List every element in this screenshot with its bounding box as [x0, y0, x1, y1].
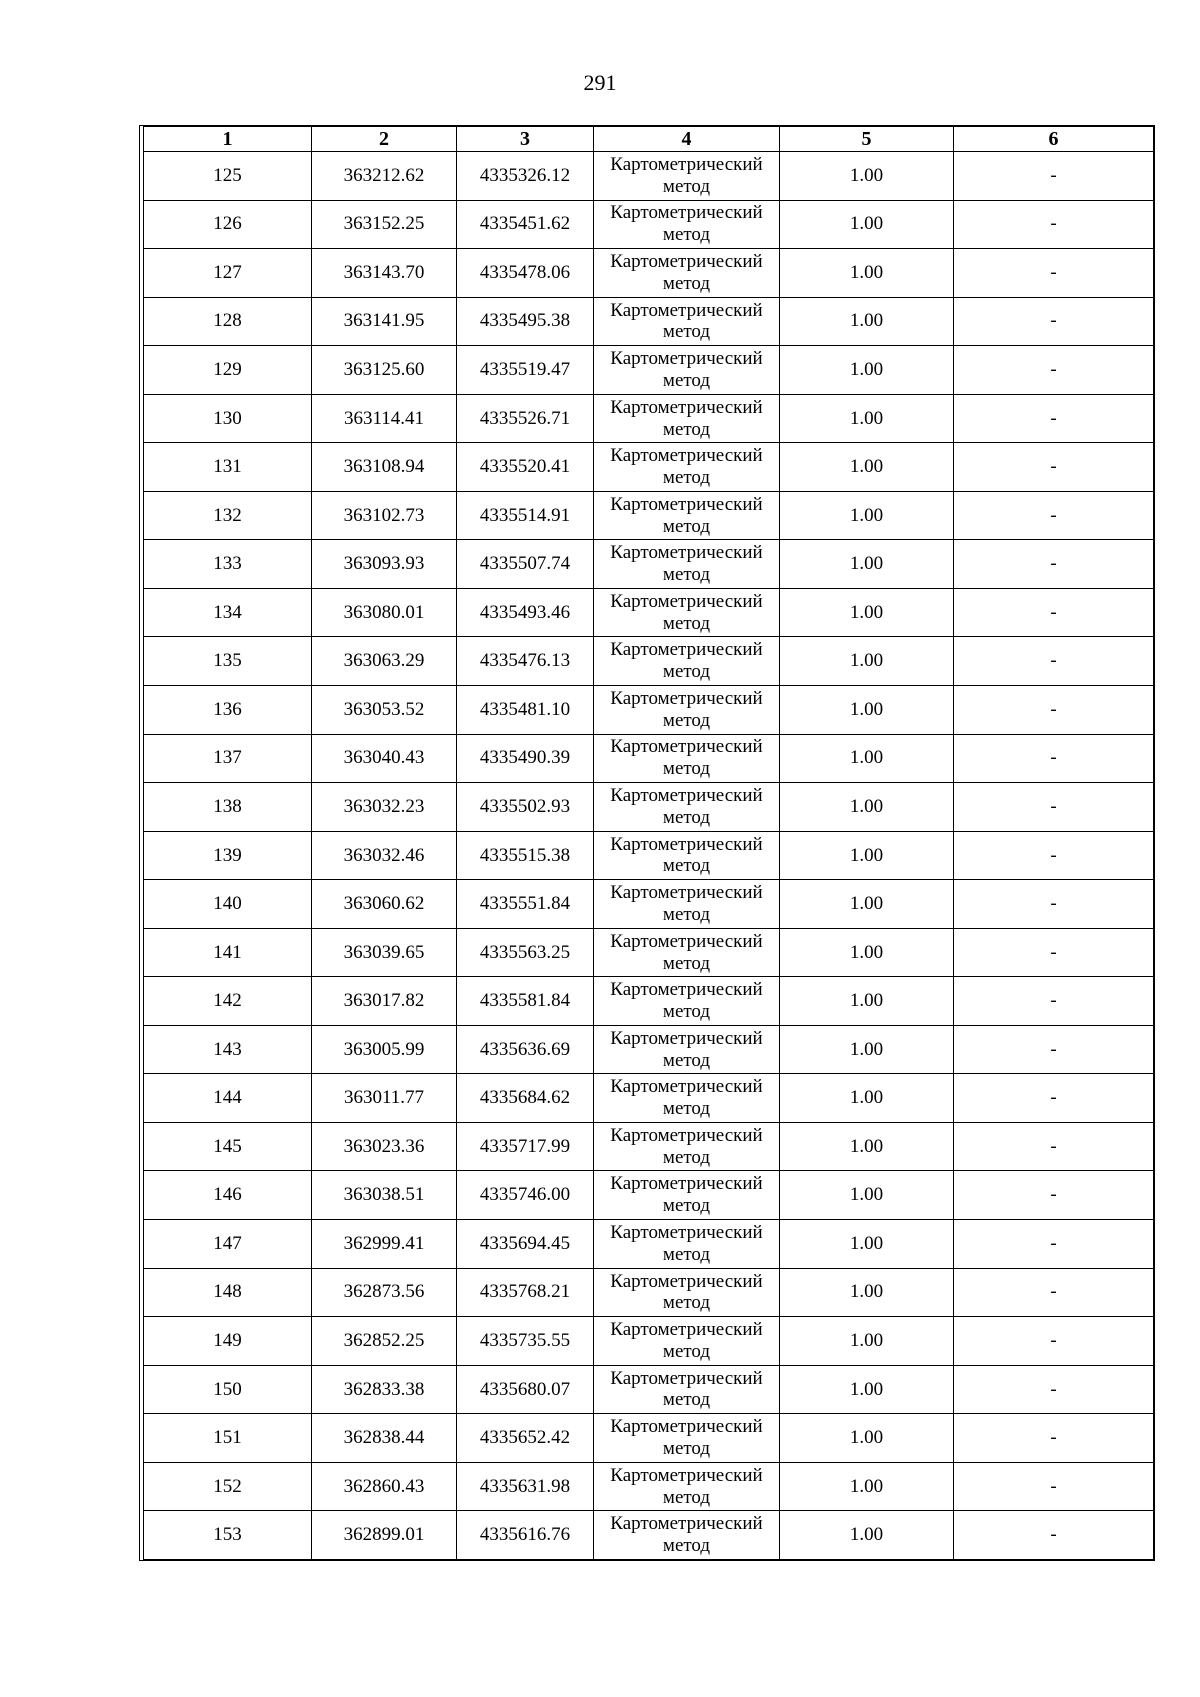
point-number-cell: 135 [144, 637, 312, 686]
point-number-cell: 130 [144, 394, 312, 443]
note-cell: - [954, 152, 1154, 201]
coordinates-table [143, 126, 1154, 1560]
method-cell: Картометрический метод [594, 831, 780, 880]
column-header-2: 2 [312, 127, 457, 152]
y-coordinate-cell: 4335514.91 [457, 491, 594, 540]
y-coordinate-cell: 4335735.55 [457, 1317, 594, 1366]
x-coordinate-cell: 363102.73 [312, 491, 457, 540]
y-coordinate-cell: 4335502.93 [457, 783, 594, 832]
note-cell: - [954, 491, 1154, 540]
note-cell: - [954, 443, 1154, 492]
method-cell: Картометрический метод [594, 443, 780, 492]
table-row [144, 491, 1154, 540]
y-coordinate-cell: 4335768.21 [457, 1268, 594, 1317]
method-cell: Картометрический метод [594, 394, 780, 443]
accuracy-cell: 1.00 [780, 346, 954, 395]
y-coordinate-cell: 4335563.25 [457, 928, 594, 977]
accuracy-cell: 1.00 [780, 1268, 954, 1317]
method-cell: Картометрический метод [594, 1025, 780, 1074]
note-cell: - [954, 734, 1154, 783]
table-row [144, 1268, 1154, 1317]
point-number-cell: 143 [144, 1025, 312, 1074]
accuracy-cell: 1.00 [780, 152, 954, 201]
point-number-cell: 136 [144, 686, 312, 735]
x-coordinate-cell: 363152.25 [312, 200, 457, 249]
accuracy-cell: 1.00 [780, 734, 954, 783]
table-row [144, 1365, 1154, 1414]
y-coordinate-cell: 4335581.84 [457, 977, 594, 1026]
y-coordinate-cell: 4335636.69 [457, 1025, 594, 1074]
accuracy-cell: 1.00 [780, 1414, 954, 1463]
method-cell: Картометрический метод [594, 249, 780, 298]
point-number-cell: 150 [144, 1365, 312, 1414]
table-row [144, 297, 1154, 346]
point-number-cell: 152 [144, 1462, 312, 1511]
method-cell: Картометрический метод [594, 540, 780, 589]
y-coordinate-cell: 4335478.06 [457, 249, 594, 298]
note-cell: - [954, 1414, 1154, 1463]
accuracy-cell: 1.00 [780, 491, 954, 540]
table-row [144, 394, 1154, 443]
table-row [144, 200, 1154, 249]
point-number-cell: 153 [144, 1511, 312, 1560]
method-cell: Картометрический метод [594, 297, 780, 346]
x-coordinate-cell: 363093.93 [312, 540, 457, 589]
y-coordinate-cell: 4335507.74 [457, 540, 594, 589]
method-cell: Картометрический метод [594, 152, 780, 201]
accuracy-cell: 1.00 [780, 637, 954, 686]
method-cell: Картометрический метод [594, 1317, 780, 1366]
note-cell: - [954, 1462, 1154, 1511]
note-cell: - [954, 831, 1154, 880]
x-coordinate-cell: 363032.46 [312, 831, 457, 880]
note-cell: - [954, 880, 1154, 929]
point-number-cell: 133 [144, 540, 312, 589]
point-number-cell: 142 [144, 977, 312, 1026]
accuracy-cell: 1.00 [780, 1025, 954, 1074]
note-cell: - [954, 297, 1154, 346]
point-number-cell: 139 [144, 831, 312, 880]
y-coordinate-cell: 4335495.38 [457, 297, 594, 346]
table-body [144, 152, 1154, 1560]
method-cell: Картометрический метод [594, 1414, 780, 1463]
point-number-cell: 127 [144, 249, 312, 298]
y-coordinate-cell: 4335652.42 [457, 1414, 594, 1463]
note-cell: - [954, 200, 1154, 249]
method-cell: Картометрический метод [594, 1171, 780, 1220]
note-cell: - [954, 346, 1154, 395]
accuracy-cell: 1.00 [780, 977, 954, 1026]
accuracy-cell: 1.00 [780, 394, 954, 443]
table-row [144, 1414, 1154, 1463]
y-coordinate-cell: 4335551.84 [457, 880, 594, 929]
accuracy-cell: 1.00 [780, 686, 954, 735]
y-coordinate-cell: 4335694.45 [457, 1220, 594, 1269]
note-cell: - [954, 1171, 1154, 1220]
column-header-5: 5 [780, 127, 954, 152]
note-cell: - [954, 1074, 1154, 1123]
note-cell: - [954, 1268, 1154, 1317]
x-coordinate-cell: 362833.38 [312, 1365, 457, 1414]
method-cell: Картометрический метод [594, 977, 780, 1026]
accuracy-cell: 1.00 [780, 831, 954, 880]
point-number-cell: 146 [144, 1171, 312, 1220]
method-cell: Картометрический метод [594, 686, 780, 735]
note-cell: - [954, 540, 1154, 589]
note-cell: - [954, 928, 1154, 977]
note-cell: - [954, 783, 1154, 832]
accuracy-cell: 1.00 [780, 1220, 954, 1269]
note-cell: - [954, 1317, 1154, 1366]
point-number-cell: 137 [144, 734, 312, 783]
accuracy-cell: 1.00 [780, 1462, 954, 1511]
table-row [144, 540, 1154, 589]
accuracy-cell: 1.00 [780, 1365, 954, 1414]
note-cell: - [954, 686, 1154, 735]
note-cell: - [954, 249, 1154, 298]
method-cell: Картометрический метод [594, 1462, 780, 1511]
method-cell: Картометрический метод [594, 734, 780, 783]
x-coordinate-cell: 363063.29 [312, 637, 457, 686]
method-cell: Картометрический метод [594, 880, 780, 929]
accuracy-cell: 1.00 [780, 928, 954, 977]
column-header-3: 3 [457, 127, 594, 152]
note-cell: - [954, 394, 1154, 443]
note-cell: - [954, 1220, 1154, 1269]
column-header-1: 1 [144, 127, 312, 152]
accuracy-cell: 1.00 [780, 540, 954, 589]
table-row [144, 686, 1154, 735]
table-row [144, 1074, 1154, 1123]
y-coordinate-cell: 4335326.12 [457, 152, 594, 201]
accuracy-cell: 1.00 [780, 783, 954, 832]
point-number-cell: 125 [144, 152, 312, 201]
table-row [144, 1462, 1154, 1511]
point-number-cell: 151 [144, 1414, 312, 1463]
point-number-cell: 144 [144, 1074, 312, 1123]
y-coordinate-cell: 4335526.71 [457, 394, 594, 443]
table-frame [139, 125, 1155, 1561]
method-cell: Картометрический метод [594, 588, 780, 637]
point-number-cell: 131 [144, 443, 312, 492]
x-coordinate-cell: 363040.43 [312, 734, 457, 783]
x-coordinate-cell: 363023.36 [312, 1122, 457, 1171]
x-coordinate-cell: 362860.43 [312, 1462, 457, 1511]
table-row [144, 1220, 1154, 1269]
y-coordinate-cell: 4335680.07 [457, 1365, 594, 1414]
method-cell: Картометрический метод [594, 1365, 780, 1414]
table-row [144, 443, 1154, 492]
point-number-cell: 126 [144, 200, 312, 249]
x-coordinate-cell: 362852.25 [312, 1317, 457, 1366]
x-coordinate-cell: 363080.01 [312, 588, 457, 637]
x-coordinate-cell: 363143.70 [312, 249, 457, 298]
method-cell: Картометрический метод [594, 928, 780, 977]
point-number-cell: 141 [144, 928, 312, 977]
method-cell: Картометрический метод [594, 200, 780, 249]
x-coordinate-cell: 362999.41 [312, 1220, 457, 1269]
note-cell: - [954, 1025, 1154, 1074]
accuracy-cell: 1.00 [780, 588, 954, 637]
method-cell: Картометрический метод [594, 1122, 780, 1171]
y-coordinate-cell: 4335616.76 [457, 1511, 594, 1560]
y-coordinate-cell: 4335451.62 [457, 200, 594, 249]
point-number-cell: 145 [144, 1122, 312, 1171]
table-row [144, 1171, 1154, 1220]
point-number-cell: 134 [144, 588, 312, 637]
x-coordinate-cell: 363039.65 [312, 928, 457, 977]
x-coordinate-cell: 362899.01 [312, 1511, 457, 1560]
x-coordinate-cell: 363141.95 [312, 297, 457, 346]
y-coordinate-cell: 4335476.13 [457, 637, 594, 686]
note-cell: - [954, 1122, 1154, 1171]
table-row [144, 346, 1154, 395]
y-coordinate-cell: 4335746.00 [457, 1171, 594, 1220]
accuracy-cell: 1.00 [780, 200, 954, 249]
point-number-cell: 140 [144, 880, 312, 929]
y-coordinate-cell: 4335631.98 [457, 1462, 594, 1511]
table-row [144, 249, 1154, 298]
table-row [144, 734, 1154, 783]
point-number-cell: 148 [144, 1268, 312, 1317]
accuracy-cell: 1.00 [780, 443, 954, 492]
point-number-cell: 149 [144, 1317, 312, 1366]
table-row [144, 152, 1154, 201]
accuracy-cell: 1.00 [780, 880, 954, 929]
x-coordinate-cell: 363038.51 [312, 1171, 457, 1220]
note-cell: - [954, 1511, 1154, 1560]
table-row [144, 783, 1154, 832]
y-coordinate-cell: 4335684.62 [457, 1074, 594, 1123]
x-coordinate-cell: 363060.62 [312, 880, 457, 929]
x-coordinate-cell: 363011.77 [312, 1074, 457, 1123]
y-coordinate-cell: 4335520.41 [457, 443, 594, 492]
x-coordinate-cell: 363108.94 [312, 443, 457, 492]
y-coordinate-cell: 4335717.99 [457, 1122, 594, 1171]
accuracy-cell: 1.00 [780, 1511, 954, 1560]
method-cell: Картометрический метод [594, 637, 780, 686]
note-cell: - [954, 637, 1154, 686]
x-coordinate-cell: 362838.44 [312, 1414, 457, 1463]
point-number-cell: 128 [144, 297, 312, 346]
accuracy-cell: 1.00 [780, 1074, 954, 1123]
method-cell: Картометрический метод [594, 346, 780, 395]
table-row [144, 1122, 1154, 1171]
point-number-cell: 138 [144, 783, 312, 832]
note-cell: - [954, 1365, 1154, 1414]
y-coordinate-cell: 4335493.46 [457, 588, 594, 637]
table-row [144, 588, 1154, 637]
table-row [144, 1025, 1154, 1074]
accuracy-cell: 1.00 [780, 1317, 954, 1366]
point-number-cell: 129 [144, 346, 312, 395]
point-number-cell: 132 [144, 491, 312, 540]
x-coordinate-cell: 363053.52 [312, 686, 457, 735]
x-coordinate-cell: 362873.56 [312, 1268, 457, 1317]
accuracy-cell: 1.00 [780, 1122, 954, 1171]
method-cell: Картометрический метод [594, 783, 780, 832]
column-header-6: 6 [954, 127, 1154, 152]
page-number: 291 [583, 70, 617, 95]
note-cell: - [954, 588, 1154, 637]
y-coordinate-cell: 4335515.38 [457, 831, 594, 880]
x-coordinate-cell: 363032.23 [312, 783, 457, 832]
x-coordinate-cell: 363005.99 [312, 1025, 457, 1074]
method-cell: Картометрический метод [594, 1220, 780, 1269]
table-row [144, 928, 1154, 977]
table-row [144, 637, 1154, 686]
point-number-cell: 147 [144, 1220, 312, 1269]
x-coordinate-cell: 363125.60 [312, 346, 457, 395]
header-row [144, 127, 1154, 152]
x-coordinate-cell: 363017.82 [312, 977, 457, 1026]
x-coordinate-cell: 363114.41 [312, 394, 457, 443]
method-cell: Картометрический метод [594, 1268, 780, 1317]
accuracy-cell: 1.00 [780, 297, 954, 346]
method-cell: Картометрический метод [594, 1511, 780, 1560]
note-cell: - [954, 977, 1154, 1026]
table-row [144, 1511, 1154, 1560]
table-row [144, 1317, 1154, 1366]
table-row [144, 977, 1154, 1026]
accuracy-cell: 1.00 [780, 249, 954, 298]
y-coordinate-cell: 4335519.47 [457, 346, 594, 395]
table-row [144, 880, 1154, 929]
table-row [144, 831, 1154, 880]
method-cell: Картометрический метод [594, 1074, 780, 1123]
x-coordinate-cell: 363212.62 [312, 152, 457, 201]
method-cell: Картометрический метод [594, 491, 780, 540]
accuracy-cell: 1.00 [780, 1171, 954, 1220]
y-coordinate-cell: 4335481.10 [457, 686, 594, 735]
y-coordinate-cell: 4335490.39 [457, 734, 594, 783]
column-header-4: 4 [594, 127, 780, 152]
